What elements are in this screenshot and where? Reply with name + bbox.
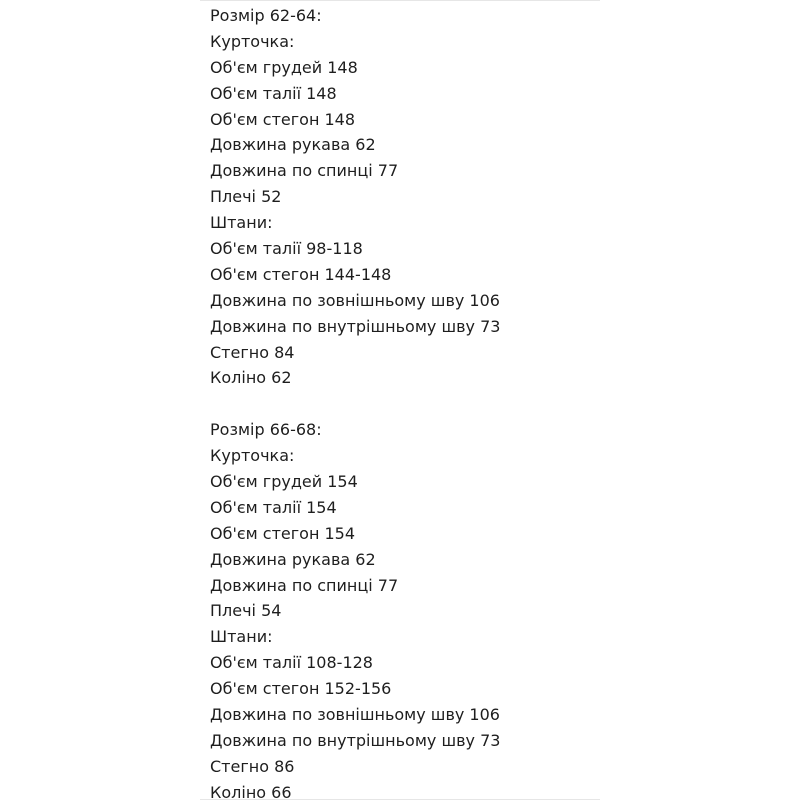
pants-measure: Стегно 84 [210,342,295,362]
pants-measure: Об'єм талії 108-128 [210,653,373,673]
pants-title: Штани: [210,627,273,647]
jacket-title: Курточка: [210,31,295,51]
size-chart-text [210,3,500,800]
size-section-62-64 [210,3,500,391]
jacket-measure: Об'єм стегон 148 [210,109,356,129]
jacket-measure: Плечі 54 [210,601,282,621]
pants-measure: Довжина по зовнішньому шву 106 [210,705,500,725]
jacket-measure: Довжина рукава 62 [210,549,376,569]
jacket-measure: Плечі 52 [210,187,282,207]
jacket-measure: Довжина по спинці 77 [210,575,399,595]
jacket-measure: Довжина рукава 62 [210,135,376,155]
jacket-title: Курточка: [210,446,295,466]
pants-measure: Стегно 86 [210,756,295,776]
pants-measure: Довжина по зовнішньому шву 106 [210,290,500,310]
jacket-measure: Об'єм талії 148 [210,83,337,103]
pants-measure: Об'єм талії 98-118 [210,239,363,259]
size-heading: Розмір 62-64: [210,6,322,25]
pants-measure: Об'єм стегон 144-148 [210,264,392,284]
section-gap [210,391,500,417]
pants-measure: Об'єм стегон 152-156 [210,679,392,699]
pants-measure: Довжина по внутрішньому шву 73 [210,730,501,750]
pants-measure: Коліно 66 [210,782,292,800]
jacket-measure: Об'єм грудей 148 [210,57,358,77]
pants-measure: Коліно 62 [210,368,292,388]
jacket-measure: Довжина по спинці 77 [210,161,399,181]
size-heading: Розмір 66-68: [210,420,322,440]
size-section-66-68 [210,417,500,800]
jacket-measure: Об'єм стегон 154 [210,523,356,543]
pants-measure: Довжина по внутрішньому шву 73 [210,316,501,336]
pants-title: Штани: [210,213,273,233]
jacket-measure: Об'єм талії 154 [210,497,337,517]
jacket-measure: Об'єм грудей 154 [210,472,358,492]
